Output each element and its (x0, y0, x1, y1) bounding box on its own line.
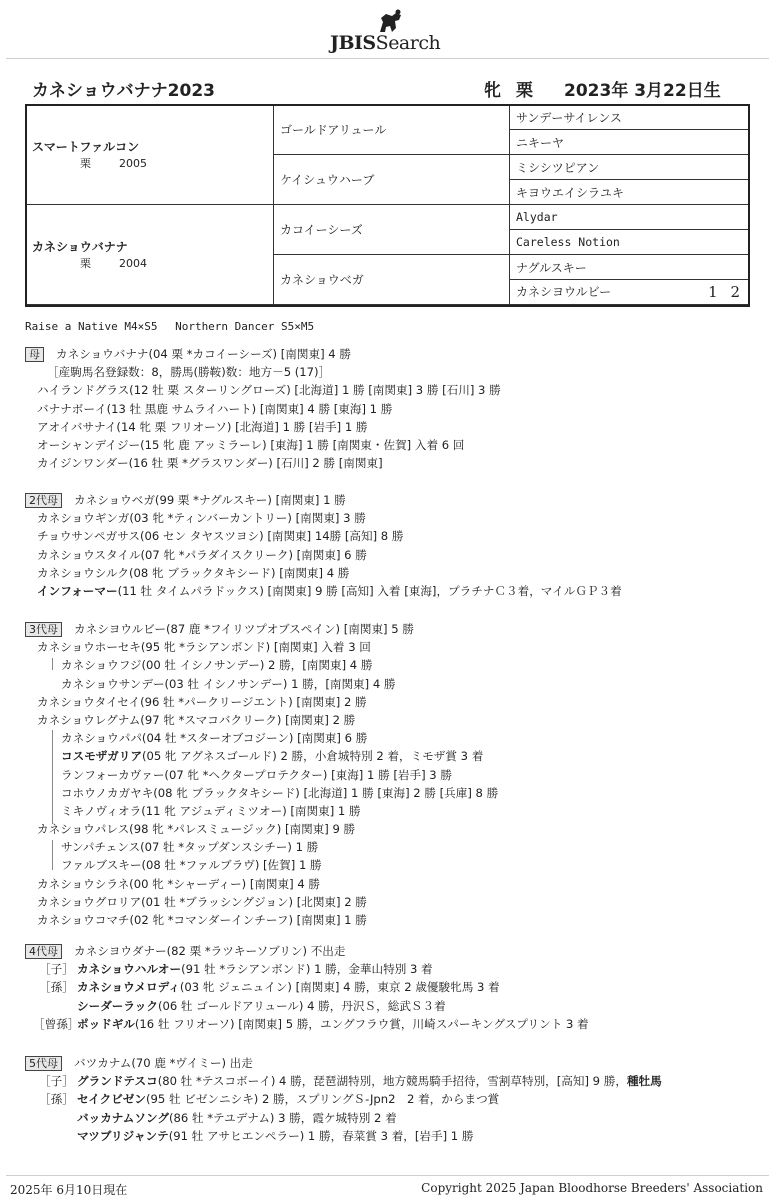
dam-line-1: ［産駒馬名登録数：8，勝馬(勝鞍)数：地方－5 (17)］ (47, 365, 331, 380)
gen5-grandchild2-detail: (86 牡 *テユデナム) 3 勝，霞ケ城特別 2 着 (168, 1110, 397, 1125)
footer-divider (6, 1175, 769, 1176)
family-number: 1 2 (708, 283, 744, 301)
dam-line-2: ハイランドグラス(12 牡 栗 スターリングローズ) [北海道] 1 勝 [南関東] 3 勝 [石川] 3 勝 (37, 383, 501, 398)
gen2-notable-name: インフォーマー (37, 583, 118, 598)
gen3-notable-name: コスモザガリア (61, 749, 142, 764)
sire-color: 栗 (80, 157, 91, 170)
gen4-grandchild2-name: シーダーラック (77, 998, 158, 1013)
gen3-line-6: カネショウパパ(04 牡 *スターオブコジーン) [南関東] 6 勝 (61, 731, 368, 746)
gen4-child-name: カネショウハルオー (77, 962, 182, 977)
dam-line-6: カイジンワンダー(16 牡 栗 *グラスワンダー) [石川] 2 勝 [南関東] (37, 456, 383, 471)
gen3-section (25, 620, 765, 929)
dam-section (25, 345, 765, 472)
sire-name[interactable]: スマートファルコン (32, 140, 140, 154)
gen5-rel-child: ［子］ (39, 1074, 74, 1089)
gen3-line-12: カネショウパレス(98 牝 *パレスミュージック) [南関東] 9 勝 (37, 822, 356, 837)
dam-name[interactable]: カネショウバナナ (32, 240, 128, 254)
pedigree-table (25, 104, 749, 305)
gen4-rel-grandchild: ［孫］ (39, 980, 74, 995)
sire-sire[interactable]: ゴールドアリュール (274, 105, 510, 155)
gen3-line-17: カネショウコマチ(02 牝 *コマンダーインチーフ) [南関東] 1 勝 (37, 913, 367, 927)
gen3-line-2: カネショウフジ(00 牡 イシノサンデー) 2 勝，[南関東] 4 勝 (61, 658, 373, 673)
gen3-7[interactable]: ナグルスキー (510, 255, 749, 280)
footer-date: 2025年 6月10日現在 (10, 1183, 128, 1197)
dam-line-3: バナナボーイ(13 牡 黒鹿 サムライハート) [南関東] 4 勝 [東海] 1 勝 (37, 401, 393, 416)
gen2-line-1: カネショウギンガ(03 牝 *ティンバーカントリー) [南関東] 3 勝 (37, 511, 366, 526)
gen5-child-name: グランドテスコ (77, 1074, 158, 1089)
gen4-rel-greatgrandchild: ［曾孫］ (33, 1016, 80, 1031)
horse-title-row (32, 76, 732, 102)
gen5-child-detail: (80 牡 *テスコボーイ) 4 勝，琵琶湖特別，地方競馬騎手招待，雪割草特別，[高知] 9 勝， (157, 1074, 627, 1089)
dam-dam[interactable]: カネショウベガ (274, 255, 510, 305)
section-tag-dam: 母 (25, 347, 44, 362)
gen3-line-1: カネショウホーセキ(95 牝 *ラシアンボンド) [南関東] 入着 3 回 (37, 640, 371, 655)
horse-name: カネショウバナナ2023 (32, 81, 215, 101)
gen5-child-stallion: 種牡馬 (626, 1074, 662, 1089)
gen3-line-3: カネショウサンデー(03 牡 イシノサンデー) 1 勝，[南関東] 4 勝 (61, 676, 396, 691)
gen5-line-0: バツカナム(70 鹿 *ヴイミー) 出走 (74, 1056, 253, 1070)
gen3-2[interactable]: ニキーヤ (510, 130, 749, 155)
sire-dam[interactable]: ケイシュウハーブ (274, 155, 510, 205)
gen2-line-4: カネショウシルク(08 牝 ブラックタキシード) [南関東] 4 勝 (37, 565, 350, 580)
birth-date: 2023年 3月22日生 (564, 81, 721, 101)
gen5-grandchild3-detail: (91 牡 アサヒエンペラー) 1 勝，春菜賞 3 着，[岩手] 1 勝 (168, 1128, 474, 1143)
gen3-1[interactable]: サンデーサイレンス (510, 105, 749, 130)
inbreeding-line: Raise a Native M4×S5 Northern Dancer S5×M5 (25, 320, 315, 333)
dam-line-5: オーシャンデイジー(15 牝 鹿 アッミラーレ) [東海] 1 勝 [南関東・佐賀] 入着 6 回 (37, 437, 465, 452)
gen3-line-10: コホウノカガヤキ(08 牝 ブラックタキシード) [北海道] 1 勝 [東海] 2 勝 [兵庫] 8 勝 (61, 785, 499, 800)
section-tag-gen3: 3代母 (25, 622, 62, 637)
gen3-3[interactable]: ミシシツピアン (510, 155, 749, 180)
gen3-line-4: カネショウタイセイ(96 牡 *パークリージエント) [南関東] 2 勝 (37, 694, 367, 709)
gen4-child-detail: (91 牡 *ラシアンボンド) 1 勝，金華山特別 3 着 (181, 962, 433, 977)
gen2-line-5 (25, 582, 765, 600)
horse-sex: 牝 (484, 81, 501, 101)
gen5-grandchild1-detail: (95 牡 ビゼンニシキ) 2 勝，スプリングＳ-Jpn2 2 着，からまつ賞 (145, 1092, 500, 1107)
gen2-line-0: カネショウベガ(99 栗 *ナグルスキー) [南関東] 1 勝 (74, 493, 346, 507)
gen3-line-13: サンパチェンス(07 牡 *タップダンスシチー) 1 勝 (61, 840, 319, 855)
gen4-rel-child: ［子］ (39, 962, 74, 977)
gen3-line-11: ミキノヴィオラ(11 牝 アジュディミツオー) [南関東] 1 勝 (61, 803, 361, 818)
logo-text-search: Search (375, 32, 441, 54)
footer-copyright: Copyright 2025 Japan Bloodhorse Breeders' Association (421, 1181, 763, 1195)
gen2-section (25, 491, 765, 600)
gen4-greatgrandchild-detail: (16 牡 フリオーソ) [南関東] 5 勝，ユングフラウ賞，川崎スパーキングスプリント 3 着 (134, 1016, 589, 1031)
gen4-section (25, 942, 765, 1033)
gen5-rel-grandchild: ［孫］ (39, 1092, 74, 1107)
jbis-search-logo (330, 8, 460, 54)
gen3-line-7 (25, 747, 765, 765)
dam-line-0: カネショウバナナ(04 栗 *カコイーシーズ) [南関東] 4 勝 (56, 347, 351, 361)
gen3-line-15: カネショウシラネ(00 牝 *シャーディー) [南関東] 4 勝 (37, 876, 320, 891)
gen5-grandchild1-name: セイクビゼン (77, 1092, 146, 1107)
gen2-line-2: チョウサンペガサス(06 セン タヤスツヨシ) [南関東] 14勝 [高知] 8 勝 (37, 529, 404, 544)
dam-cell (26, 205, 274, 305)
gen3-line-0: カネシヨウルビー(87 鹿 *フイリツプオブスペイン) [南関東] 5 勝 (74, 622, 414, 636)
gen2-notable-detail: (11 牡 タイムパラドックス) [南関東] 9 勝 [高知] 入着 [東海]，プラチナＣ３着，マイルＧＰ３着 (117, 583, 622, 598)
section-tag-gen4: 4代母 (25, 944, 62, 959)
gen2-line-3: カネショウスタイル(07 牝 *パラダイスクリーク) [南関東] 6 勝 (37, 547, 367, 562)
header-divider (6, 58, 769, 59)
gen4-grandchild1-name: カネショウメロディ (77, 980, 180, 995)
sire-year: 2005 (119, 157, 147, 170)
gen4-greatgrandchild-name: ポッドギル (77, 1016, 135, 1031)
dam-line-4: アオイバサナイ(14 牝 栗 フリオーソ) [北海道] 1 勝 [岩手] 1 勝 (37, 419, 368, 434)
gen4-grandchild1-detail: (03 牝 ジェニュイン) [南関東] 4 勝，東京 2 歳優駿牝馬 3 着 (179, 980, 500, 995)
gen4-grandchild2-detail: (06 牡 ゴールドアリュール) 4 勝，丹沢Ｓ，総武Ｓ３着 (157, 998, 446, 1013)
dam-color: 栗 (80, 257, 91, 270)
gen3-line-16: カネショウグロリア(01 牡 *ブラッシングジョン) [北関東] 2 勝 (37, 894, 367, 909)
gen3-line-9: ランフォーカヴァー(07 牝 *ヘクタープロテクター) [東海] 1 勝 [岩手] 3 勝 (61, 767, 452, 782)
gen3-line-5: カネショウレグナム(97 牝 *スマコバクリーク) [南関東] 2 勝 (37, 712, 356, 727)
gen3-8[interactable]: カネシヨウルビー (516, 285, 612, 299)
gen3-6[interactable]: Careless Notion (510, 230, 749, 255)
horse-color: 栗 (516, 81, 533, 101)
gen3-notable-detail: (05 牝 アグネスゴールド) 2 勝，小倉城特別 2 着，ミモザ賞 3 着 (141, 749, 484, 764)
gen3-4[interactable]: キヨウエイシラユキ (510, 180, 749, 205)
section-tag-gen5: 5代母 (25, 1056, 62, 1071)
gen3-line-14: ファルブスキー(08 牡 *ファルブラヴ) [佐賀] 1 勝 (61, 858, 322, 873)
gen5-section (25, 1054, 765, 1145)
logo-text-jbis: JBIS (330, 32, 376, 54)
gen3-5[interactable]: Alydar (510, 205, 749, 230)
dam-sire[interactable]: カコイーシーズ (274, 205, 510, 255)
gen5-grandchild3-name: マツブリジャンテ (77, 1128, 169, 1143)
gen4-line-0: カネシヨウダナー(82 栗 *ラツキーソブリン) 不出走 (74, 944, 346, 958)
dam-year: 2004 (119, 257, 147, 270)
section-tag-gen2: 2代母 (25, 493, 62, 508)
sire-cell (26, 105, 274, 205)
gen3-8-cell (510, 280, 749, 305)
gen5-grandchild2-name: バッカナムソング (77, 1110, 169, 1125)
